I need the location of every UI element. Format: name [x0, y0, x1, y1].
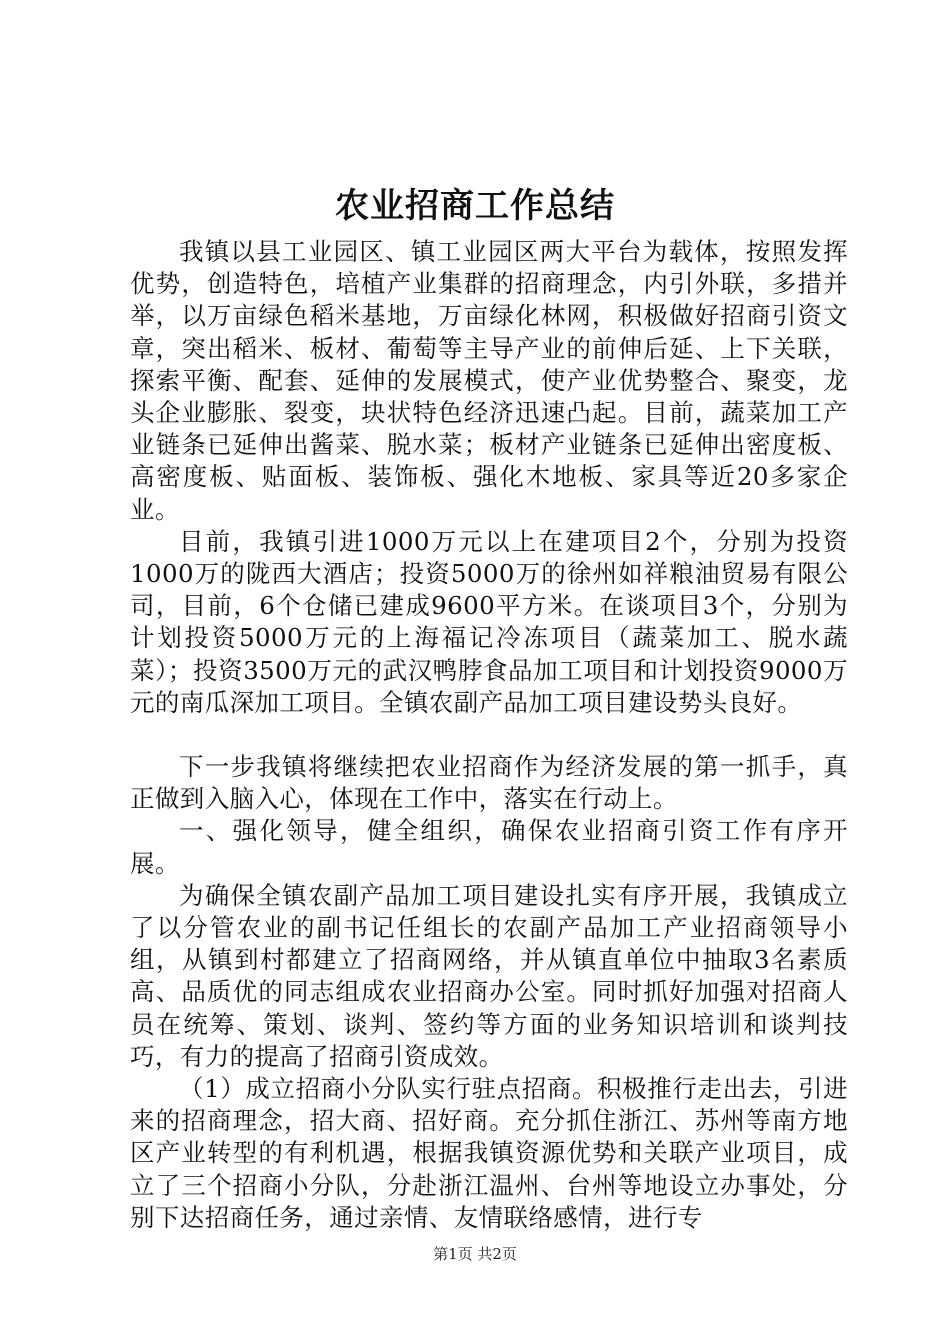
document-title: 农业招商工作总结	[335, 186, 615, 226]
paragraph: 目前，我镇引进1000万元以上在建项目2个，分别为投资1000万的陇西大酒店；投资5000万的徐州如祥粮油贸易有限公司，目前，6个仓储已建成9600平方米。在谈项目3个，分别为计划投资5000万元的上海福记冷冻项目（蔬菜加工、脱水蔬菜）；投资3500万元的武汉鸭脖食品加工项目和计划投资9000万元的南瓜深加工项目。全镇农副产品加工项目建设势头良好。	[130, 526, 848, 717]
section-heading: 一、强化领导，健全组织，确保农业招商引资工作有序开展。	[130, 816, 848, 878]
paragraph: 我镇以县工业园区、镇工业园区两大平台为载体，按照发挥优势，创造特色，培植产业集群的招商理念，内引外联，多措并举，以万亩绿色稻米基地，万亩绿化林网，积极做好招商引资文章，突出稻米、板材、葡萄等主导产业的前伸后延、上下关联，探索平衡、配套、延伸的发展模式，使产业优势整合、聚变，龙头企业膨胀、裂变，块状特色经济迅速凸起。目前，蔬菜加工产业链条已延伸出酱菜、脱水菜；板材产业链条已延伸出密度板、高密度板、贴面板、装饰板、强化木地板、家具等近20多家企业。	[130, 237, 848, 524]
paragraph: 为确保全镇农副产品加工项目建设扎实有序开展，我镇成立了以分管农业的副书记任组长的农副产品加工产业招商领导小组，从镇到村都建立了招商网络，并从镇直单位中抽取3名素质高、品质优的同志组成农业招商办公室。同时抓好加强对招商人员在统筹、策划、谈判、签约等方面的业务知识培训和谈判技巧，有力的提高了招商引资成效。	[130, 880, 848, 1071]
page-number-footer: 第1页 共2页	[433, 1245, 517, 1263]
paragraph: 下一步我镇将继续把农业招商作为经济发展的第一抓手，真正做到入脑入心，体现在工作中，落实在行动上。	[130, 752, 848, 814]
document-body	[130, 236, 848, 1234]
paragraph: （1）成立招商小分队实行驻点招商。积极推行走出去，引进来的招商理念，招大商、招好商。充分抓住浙江、苏州等南方地区产业转型的有利机遇，根据我镇资源优势和关联产业项目，成立了三个招商小分队，分赴浙江温州、台州等地设立办事处，分别下达招商任务，通过亲情、友情联络感情，进行专	[130, 1074, 848, 1232]
